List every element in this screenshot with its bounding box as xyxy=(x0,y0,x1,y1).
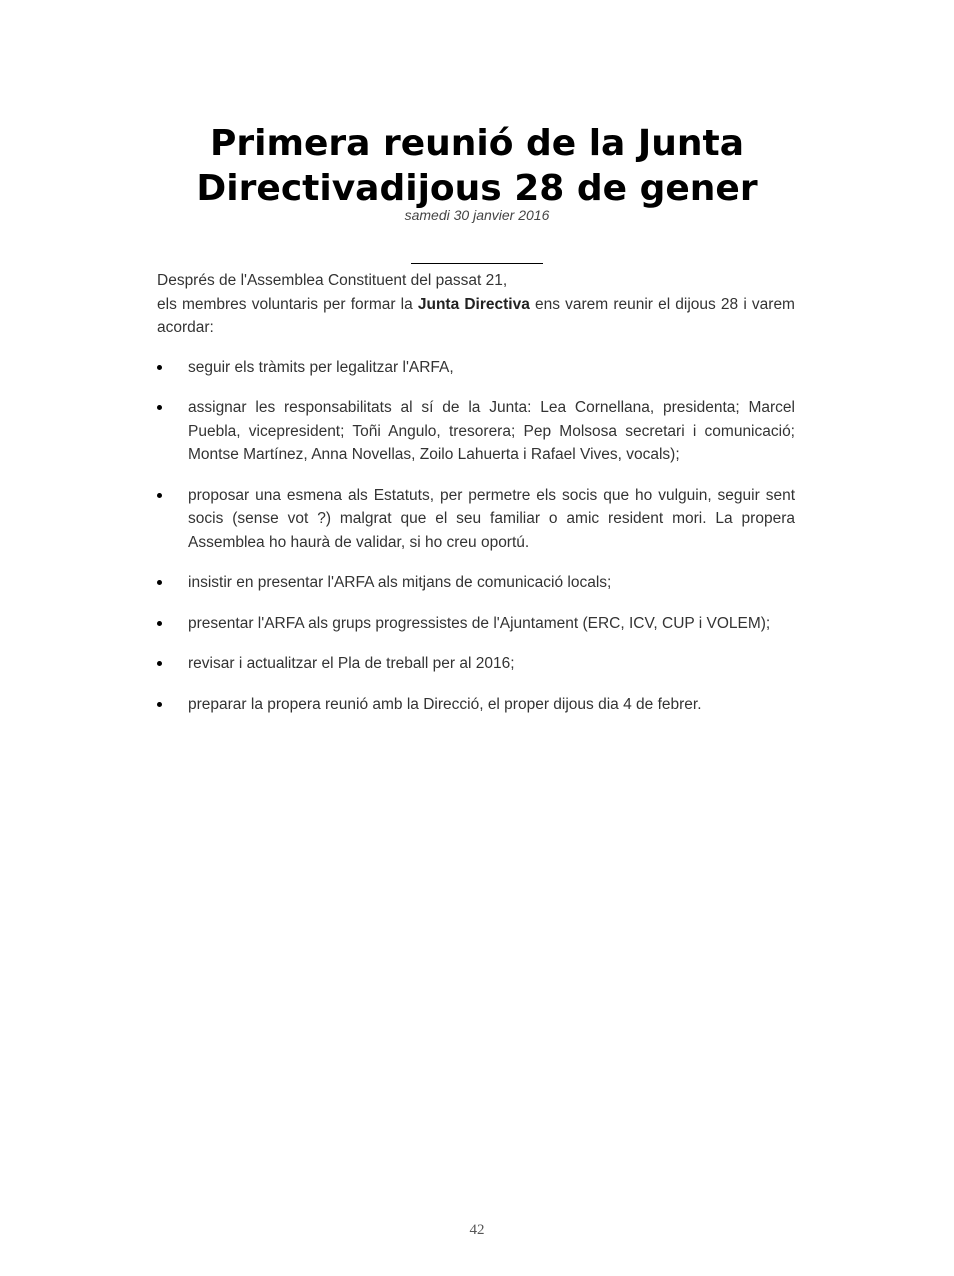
bullet-icon xyxy=(157,493,162,498)
intro-line-1: Després de l'Assemblea Constituent del passat 21, xyxy=(157,272,508,289)
page-number: 42 xyxy=(469,1222,485,1238)
list-item-text: preparar la propera reunió amb la Direcció, el proper dijous dia 4 de febrer. xyxy=(188,695,702,713)
list-item-text: assignar les responsabilitats al sí de la Junta: Lea Cornellana, presidenta; Marcel Puebla, vicepresident; Toñi Angulo, tresorera; Pep Molsosa secretari i comunicació; Montse Martínez, Anna Novellas, Zoilo Lahuerta i Rafael Vives, vocals); xyxy=(188,399,795,463)
list-item xyxy=(157,571,795,595)
list-item-text: proposar una esmena als Estatuts, per permetre els socis que ho vulguin, seguir sent socis (sense vot ?) malgrat que el seu familiar o amic resident mori. La propera Assemblea ho haurà de validar, si ho creu oportú. xyxy=(188,486,795,551)
list-item-text: presentar l'ARFA als grups progressistes de l'Ajuntament (ERC, ICV, CUP i VOLEM); xyxy=(188,614,771,632)
intro-line-2-end: ens varem reunir el dijous 28 i varem acordar: xyxy=(157,295,795,336)
list-item-text: seguir els tràmits per legalitzar l'ARFA, xyxy=(188,358,454,376)
bullet-icon xyxy=(157,661,162,666)
list-item-text: insistir en presentar l'ARFA als mitjans de comunicació locals; xyxy=(188,574,612,591)
list-item xyxy=(157,484,795,555)
list-item-text: revisar i actualitzar el Pla de treball per al 2016; xyxy=(188,655,515,672)
publication-date: samedi 30 janvier 2016 xyxy=(404,207,550,223)
intro-paragraph xyxy=(157,269,795,340)
agreements-list xyxy=(157,356,795,717)
article-body xyxy=(157,269,795,733)
bullet-icon xyxy=(157,365,162,370)
list-item xyxy=(157,652,795,676)
page-title: Primera reunió de la Junta Directivadijous 28 de gener xyxy=(196,123,758,209)
list-item xyxy=(157,693,795,717)
bullet-icon xyxy=(157,621,162,626)
list-item xyxy=(157,612,795,636)
intro-line-2-start: els membres voluntaris per formar la xyxy=(157,295,418,313)
list-item xyxy=(157,396,795,467)
list-item xyxy=(157,356,795,380)
intro-bold-junta-directiva: Junta Directiva xyxy=(417,295,530,313)
bullet-icon xyxy=(157,702,162,707)
bullet-icon xyxy=(157,405,162,410)
bullet-icon xyxy=(157,580,162,585)
divider xyxy=(411,263,543,264)
